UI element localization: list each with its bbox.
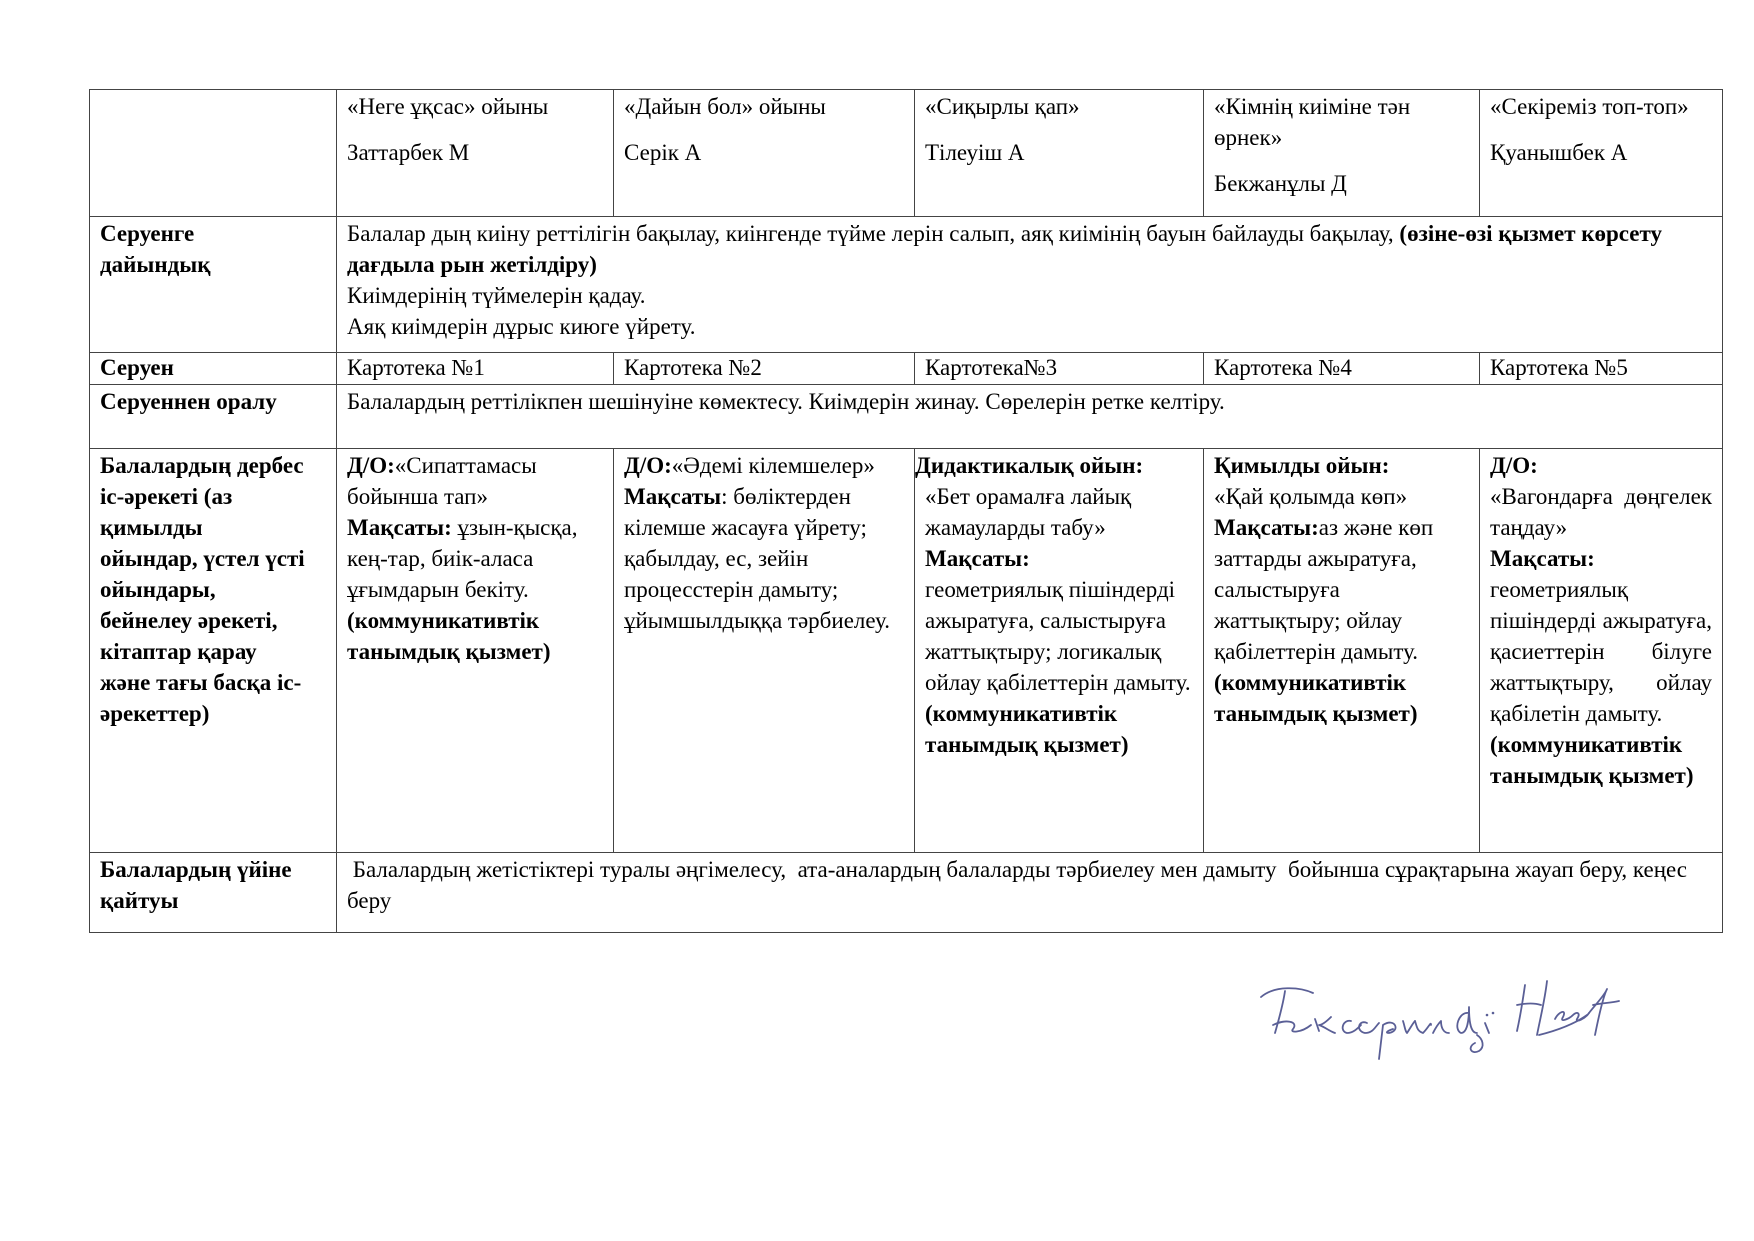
activity-game-name: «Сипаттамасы бойынша тап» <box>347 453 537 509</box>
row-label-line2: дайындық <box>100 252 211 277</box>
walk-card-2: Картотека №2 <box>614 353 915 385</box>
game-title: «Дайын бол» ойыны <box>624 94 826 119</box>
activity-type: Д/О: <box>624 453 672 478</box>
activity-type: Дидактикалық ойын: <box>915 453 1144 478</box>
walk-card-5: Картотека №5 <box>1480 353 1723 385</box>
row-label-line: кітаптар қарау <box>100 639 257 664</box>
row-label-line: іс-әрекеті (аз <box>100 484 233 509</box>
independent-activity-row <box>90 449 1723 853</box>
row-label: Серуеннен оралу <box>90 385 337 449</box>
game-child: Қуанышбек А <box>1490 140 1628 165</box>
goal-label: Мақсаты: <box>1490 546 1595 571</box>
goal-text: геометриялық пішіндерді ажыратуға, салыстыруға жаттықтыру; логикалық ойлау қабілеттерін дамыту. <box>925 577 1191 695</box>
prep-line: Киімдерінің түймелерін қадау. <box>347 283 646 308</box>
game-child: Тілеуіш А <box>925 140 1025 165</box>
game-cell-5 <box>1480 90 1723 217</box>
row-label <box>90 217 337 353</box>
row-label-line: қимылды <box>100 515 203 540</box>
game-title: «Секіреміз топ-топ» <box>1490 94 1689 119</box>
row-label-line: бейнелеу әрекеті, <box>100 608 278 633</box>
goal-label: Мақсаты: <box>347 515 452 540</box>
goal-text: геометриялық пішіндерді ажыратуға, қасиеттерін білуге жаттықтыру, ойлау қабілетін дамыту. <box>1490 577 1712 726</box>
row-label-line: әрекеттер) <box>100 701 210 726</box>
return-row <box>90 385 1723 449</box>
game-title-line2: өрнек» <box>1214 125 1283 150</box>
walk-card-3: Картотека№3 <box>915 353 1204 385</box>
games-header-row <box>90 90 1723 217</box>
goal-text: ұзын-қысқа, кең-тар, биік-аласа ұғымдарын бекіту. <box>347 515 578 602</box>
prep-content <box>337 217 1723 353</box>
activity-type-line <box>915 450 1193 481</box>
activity-cell-3 <box>915 449 1204 853</box>
game-title: «Сиқырлы қап» <box>925 94 1080 119</box>
activity-game-name: «Вагондарға дөңгелек таңдау» <box>1490 484 1712 540</box>
prep-line: Аяқ киімдерін дұрыс киюге үйрету. <box>347 314 696 339</box>
home-content: Балалардың жетістіктері туралы әңгімелесу, ата-аналардың балаларды тәрбиелеу мен дамыту бойынша сұрақтарына жауап беру, кеңес беру <box>337 853 1723 933</box>
game-title-line1: «Кімнің киіміне тән <box>1214 94 1411 119</box>
goal-label: Мақсаты: <box>925 546 1030 571</box>
walk-row <box>90 353 1723 385</box>
row-label <box>90 853 337 933</box>
activity-cell-1 <box>337 449 614 853</box>
game-child: Бекжанұлы Д <box>1214 171 1347 196</box>
goal-text: : бөліктерден кілемше жасауға үйрету; қабылдау, ес, зейін процесстерін дамыту; ұйымшылдыққа тәрбиелеу. <box>624 484 890 633</box>
activity-game <box>347 450 603 512</box>
prep-bold-note: (өзіне-өзі қызмет көрсету дағдыла рын жетілдіру) <box>347 221 1663 277</box>
activity-note: (коммуникативтік танымдық қызмет) <box>347 608 551 664</box>
game-cell-3 <box>915 90 1204 217</box>
activity-game-name: «Қай қолымда көп» <box>1214 484 1408 509</box>
activity-type: Қимылды ойын: <box>1214 453 1390 478</box>
handwritten-signature <box>1255 975 1675 1070</box>
row-label-line1: Серуенге <box>100 221 195 246</box>
daily-plan-table <box>89 89 1723 933</box>
goal-label: Мақсаты: <box>1214 515 1319 540</box>
game-child: Серік А <box>624 140 702 165</box>
row-label-line1: Балалардың үйіне <box>100 857 292 882</box>
activity-type: Д/О: <box>1490 453 1538 478</box>
walk-preparation-row <box>90 217 1723 353</box>
prep-paragraph <box>347 218 1712 280</box>
activity-game-name: «Бет орамалға лайық жамауларды табу» <box>925 484 1132 540</box>
activity-note: (коммуникативтік танымдық қызмет) <box>1490 732 1694 788</box>
game-title: «Неге ұқсас» ойыны <box>347 94 549 119</box>
game-cell-1 <box>337 90 614 217</box>
row-label-line: және тағы басқа іс- <box>100 670 302 695</box>
activity-goal <box>624 481 904 636</box>
game-child: Заттарбек М <box>347 140 470 165</box>
row-label <box>90 449 337 853</box>
return-content: Балалардың реттілікпен шешінуіне көмектесу. Киімдерін жинау. Сөрелерін ретке келтіру. <box>337 385 1723 449</box>
going-home-row <box>90 853 1723 933</box>
game-cell-4 <box>1204 90 1480 217</box>
row-label-line: ойындар, үстел үсті <box>100 546 305 571</box>
activity-note: (коммуникативтік танымдық қызмет) <box>925 701 1129 757</box>
activity-cell-4 <box>1204 449 1480 853</box>
activity-note: (коммуникативтік танымдық қызмет) <box>1214 670 1418 726</box>
goal-text: аз және көп заттарды ажыратуға, салыстыруға жаттықтыру; ойлау қабілеттерін дамыту. <box>1214 515 1434 664</box>
row-label-line: Балалардың дербес <box>100 453 304 478</box>
activity-cell-2 <box>614 449 915 853</box>
activity-goal <box>347 512 603 605</box>
empty-corner-cell <box>90 90 337 217</box>
activity-game <box>624 450 904 481</box>
activity-goal <box>1214 512 1469 667</box>
goal-label: Мақсаты <box>624 484 722 509</box>
walk-card-4: Картотека №4 <box>1204 353 1480 385</box>
game-cell-2 <box>614 90 915 217</box>
row-label-line: ойындары, <box>100 577 216 602</box>
activity-cell-5 <box>1480 449 1723 853</box>
row-label-line2: қайтуы <box>100 888 179 913</box>
row-label: Серуен <box>90 353 337 385</box>
walk-card-1: Картотека №1 <box>337 353 614 385</box>
prep-text: Балалар дың киіну реттілігін бақылау, киінгенде түйме лерін салып, аяқ киімінің бауын байлауды бақылау, <box>347 221 1394 246</box>
activity-game-name: «Әдемі кілемшелер» <box>671 453 875 478</box>
activity-type: Д/О: <box>347 453 395 478</box>
